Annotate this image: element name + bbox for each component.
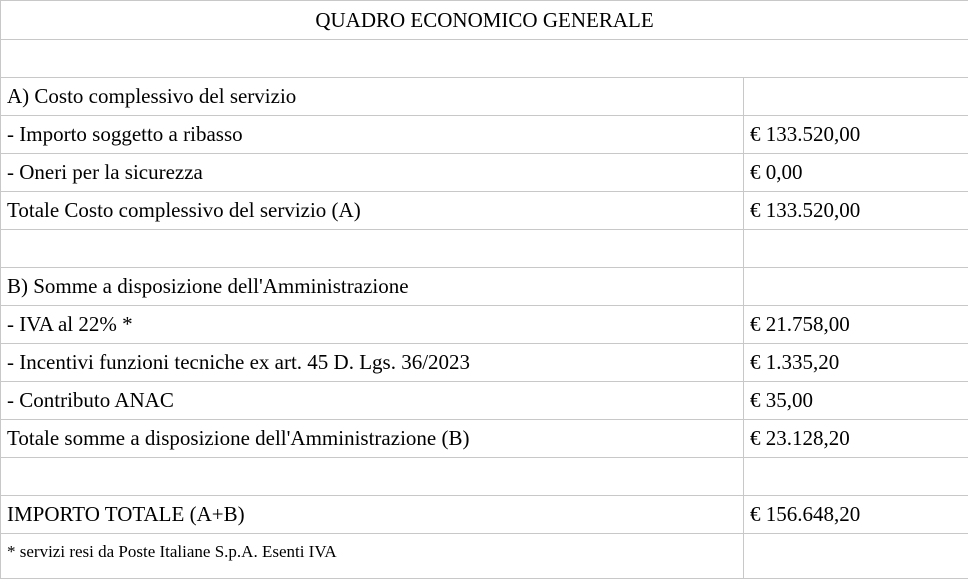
row-label: - Importo soggetto a ribasso <box>1 116 744 154</box>
footnote-row <box>1 534 968 579</box>
spacer-row <box>1 40 968 78</box>
row-label: - IVA al 22% * <box>1 306 744 344</box>
row-value: € 21.758,00 <box>744 306 968 344</box>
table-row <box>1 306 968 344</box>
title-row <box>1 1 968 40</box>
grand-total-label: IMPORTO TOTALE (A+B) <box>1 496 744 534</box>
grand-total-value: € 156.648,20 <box>744 496 968 534</box>
section-b-header-row <box>1 268 968 306</box>
empty-cell <box>744 268 968 306</box>
row-value: € 0,00 <box>744 154 968 192</box>
grand-total-row <box>1 496 968 534</box>
row-label: - Contributo ANAC <box>1 382 744 420</box>
section-a-header: A) Costo complessivo del servizio <box>1 78 744 116</box>
footnote: * servizi resi da Poste Italiane S.p.A. Esenti IVA <box>1 534 744 579</box>
section-b-total-row <box>1 420 968 458</box>
section-a-total-label: Totale Costo complessivo del servizio (A) <box>1 192 744 230</box>
section-a-header-row <box>1 78 968 116</box>
section-b-total-value: € 23.128,20 <box>744 420 968 458</box>
empty-cell <box>744 230 968 268</box>
spacer-row <box>1 458 968 496</box>
section-b-total-label: Totale somme a disposizione dell'Amministrazione (B) <box>1 420 744 458</box>
row-value: € 35,00 <box>744 382 968 420</box>
section-b-header: B) Somme a disposizione dell'Amministrazione <box>1 268 744 306</box>
row-label: - Incentivi funzioni tecniche ex art. 45 D. Lgs. 36/2023 <box>1 344 744 382</box>
section-a-total-value: € 133.520,00 <box>744 192 968 230</box>
empty-cell <box>744 458 968 496</box>
section-a-total-row <box>1 192 968 230</box>
row-value: € 133.520,00 <box>744 116 968 154</box>
empty-cell <box>744 78 968 116</box>
table-title: QUADRO ECONOMICO GENERALE <box>1 1 968 40</box>
empty-cell <box>744 534 968 579</box>
table-row <box>1 154 968 192</box>
table-row <box>1 116 968 154</box>
spacer-row <box>1 230 968 268</box>
table-row <box>1 382 968 420</box>
empty-cell <box>1 40 968 78</box>
empty-cell <box>1 458 744 496</box>
row-label: - Oneri per la sicurezza <box>1 154 744 192</box>
table-row <box>1 344 968 382</box>
row-value: € 1.335,20 <box>744 344 968 382</box>
empty-cell <box>1 230 744 268</box>
